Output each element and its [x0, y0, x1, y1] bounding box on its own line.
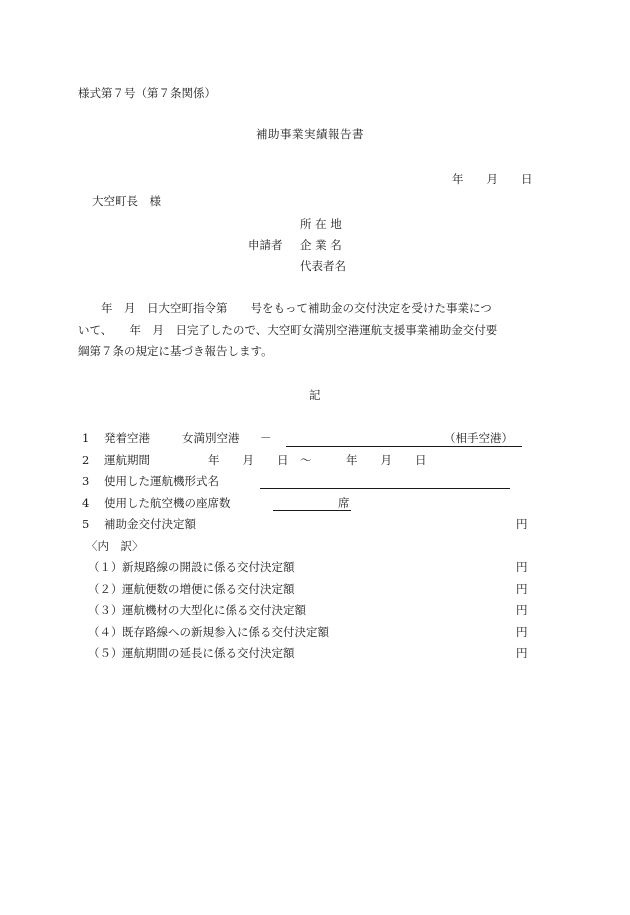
breakdown-1-unit: 円 — [516, 560, 528, 574]
item-1-underline — [286, 446, 522, 447]
address-label: 所 在 地 — [300, 217, 342, 231]
item-1-label: 発着空港 — [104, 431, 150, 445]
item-4-number: 4 — [82, 496, 90, 510]
item-3-label: 使用した運航機形式名 — [104, 474, 219, 488]
body-line-2: いて、 年 月 日完了したので、大空町女満別空港運航支援事業補助金交付要 — [78, 323, 498, 337]
item-4-unit: 席 — [338, 496, 350, 510]
company-label: 企 業 名 — [300, 238, 342, 252]
item-1-dash: － — [260, 431, 272, 445]
breakdown-1-number: （１） — [88, 560, 123, 574]
body-line-3: 綱第７条の規定に基づき報告します。 — [78, 344, 273, 358]
item-1-suffix: （相手空港） — [444, 431, 513, 445]
breakdown-2-label: 運航便数の増便に係る交付決定額 — [122, 582, 295, 596]
breakdown-5-label: 運航期間の延長に係る交付決定額 — [122, 646, 295, 660]
body-line-1: 年 月 日大空町指令第 号をもって補助金の交付決定を受けた事業につ — [78, 301, 492, 315]
document-title: 補助事業実績報告書 — [256, 127, 364, 141]
item-2-period: 年 月 日 ～ 年 月 日 — [208, 453, 427, 467]
item-5-unit: 円 — [516, 517, 528, 531]
breakdown-2-number: （２） — [88, 582, 123, 596]
form-number: 様式第７号（第７条関係） — [78, 86, 216, 100]
ki-heading: 記 — [309, 388, 321, 402]
breakdown-3-unit: 円 — [516, 603, 528, 617]
addressee: 大空町長 様 — [92, 194, 161, 208]
breakdown-4-label: 既存路線への新規参入に係る交付決定額 — [122, 625, 329, 639]
item-1-number: 1 — [82, 431, 90, 445]
item-4-label: 使用した航空機の座席数 — [104, 496, 231, 510]
item-5-label: 補助金交付決定額 — [104, 517, 196, 531]
breakdown-5-number: （５） — [88, 646, 123, 660]
breakdown-5-unit: 円 — [516, 646, 528, 660]
item-3-number: 3 — [82, 474, 90, 488]
date-line: 年 月 日 — [452, 172, 533, 186]
item-3-underline — [260, 488, 510, 489]
breakdown-3-number: （３） — [88, 603, 123, 617]
item-5-number: 5 — [82, 517, 90, 531]
item-2-number: 2 — [82, 453, 90, 467]
breakdown-2-unit: 円 — [516, 582, 528, 596]
breakdown-4-number: （４） — [88, 625, 123, 639]
representative-label: 代表者名 — [300, 259, 346, 273]
applicant-label: 申請者 — [248, 238, 283, 252]
item-1-value: 女満別空港 — [182, 431, 240, 445]
item-4-underline — [273, 510, 351, 511]
breakdown-1-label: 新規路線の開設に係る交付決定額 — [122, 560, 295, 574]
breakdown-header: 〈内 訳〉 — [86, 539, 144, 553]
breakdown-4-unit: 円 — [516, 625, 528, 639]
item-2-label: 運航期間 — [104, 453, 150, 467]
breakdown-3-label: 運航機材の大型化に係る交付決定額 — [122, 603, 306, 617]
